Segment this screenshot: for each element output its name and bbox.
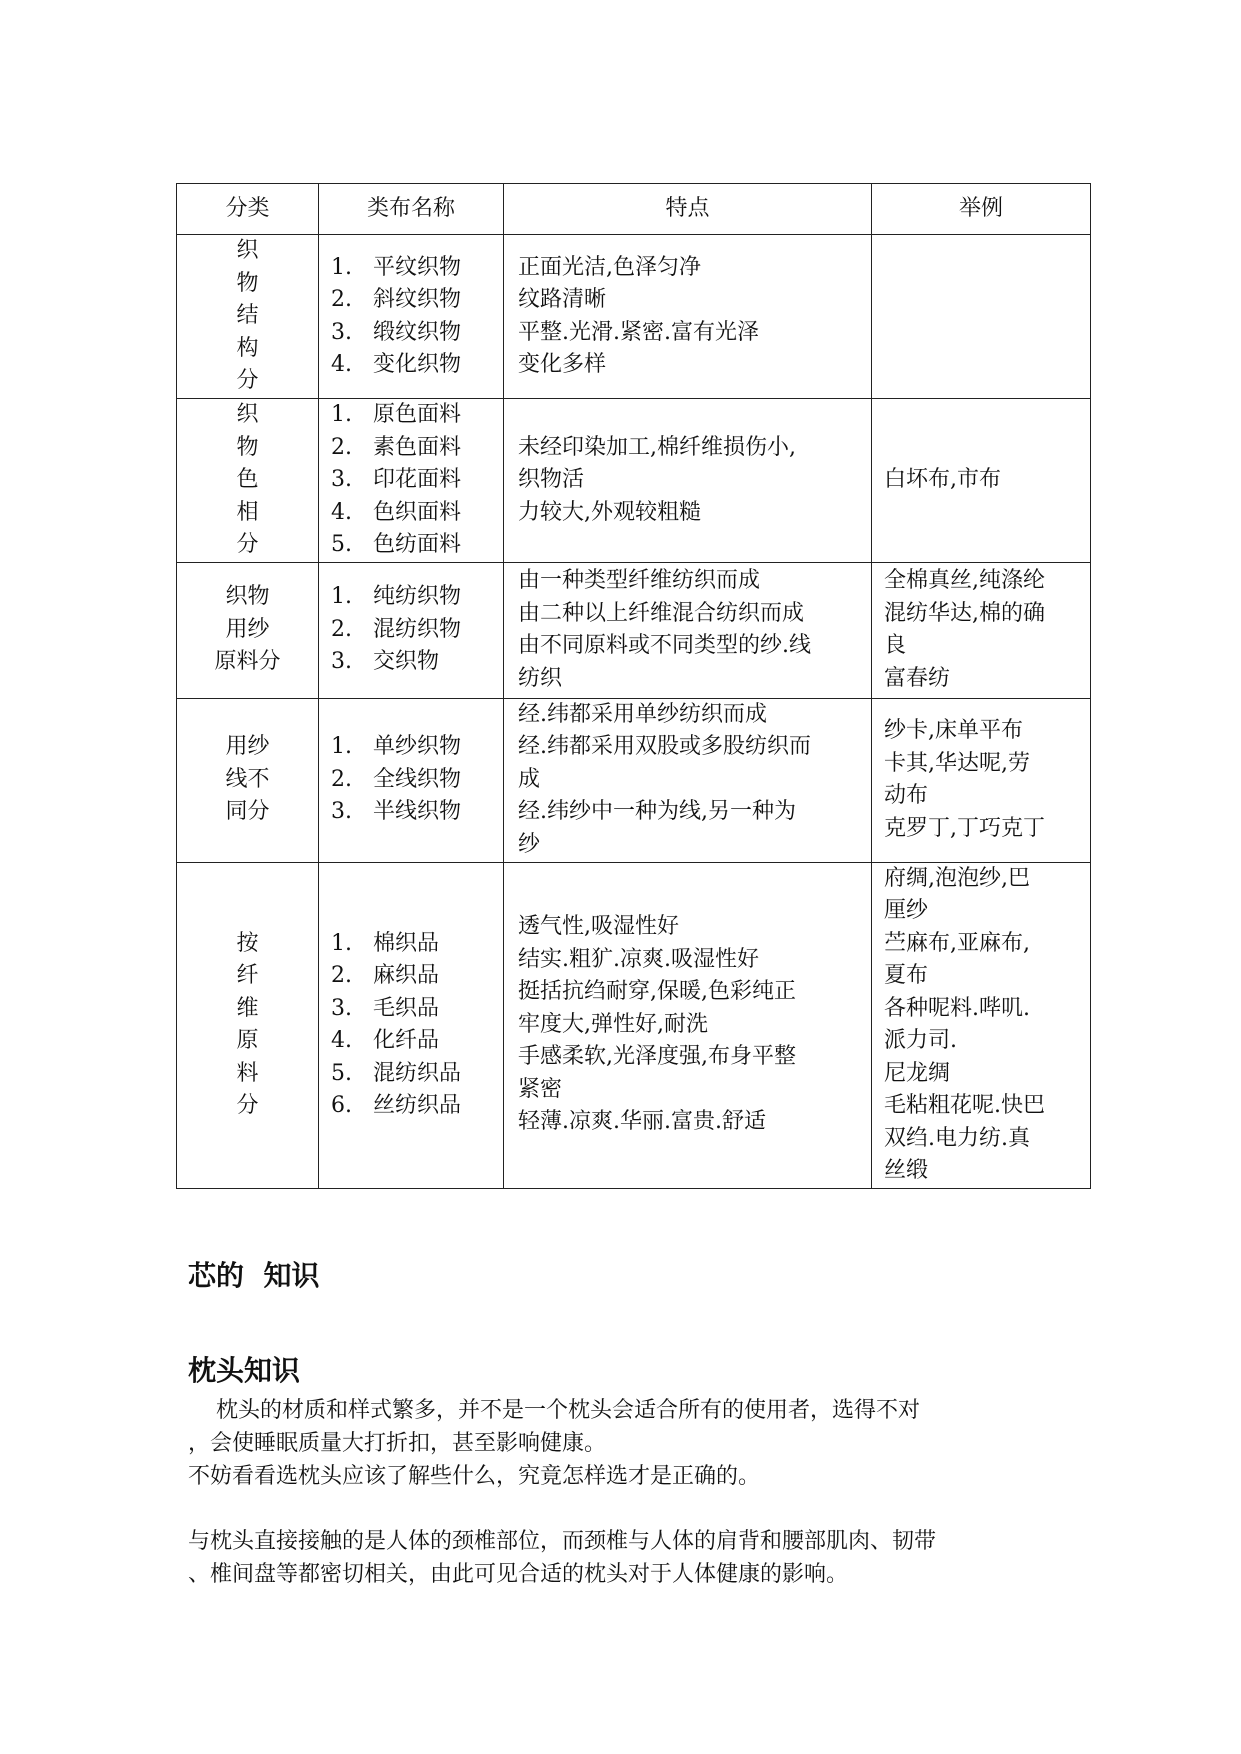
pillow-health-paragraph: 与枕头直接接触的是人体的颈椎部位，而颈椎与人体的肩背和腰部肌肉、韧带 、椎间盘等都密切相关，由此可见合适的枕头对于人体健康的影响。 xyxy=(188,1529,937,1587)
list-item: 6. 丝纺织品 xyxy=(331,1093,462,1118)
table-row xyxy=(177,399,1091,563)
list-item: 4. 色织面料 xyxy=(331,499,462,525)
list-item: 1. 纯纺织物 xyxy=(331,584,462,610)
category-cell: 用纱 线不 同分 xyxy=(177,698,319,862)
list-item: 3. 半线织物 xyxy=(331,799,462,825)
examples-cell: 府绸,泡泡纱,巴 厘纱 苎麻布,亚麻布, 夏布 各种呢料.哔叽. 派力司. 尼龙绸 毛粘粗花呢.快巴 双绉.电力纺.真 丝缎 xyxy=(872,862,1091,1188)
fabric-names-cell xyxy=(319,235,504,399)
examples-cell xyxy=(872,235,1091,399)
list-item: 4. 变化织物 xyxy=(331,352,462,377)
table-row xyxy=(177,862,1091,1188)
features-cell: 正面光洁,色泽匀净 纹路清晰 平整.光滑.紧密.富有光泽 变化多样 xyxy=(504,235,872,399)
list-item: 2. 全线织物 xyxy=(331,766,462,792)
header-fabric-name: 类布名称 xyxy=(319,184,504,235)
table-row xyxy=(177,562,1091,698)
examples-cell: 纱卡,床单平布 卡其,华达呢,劳 动布 克罗丁,丁巧克丁 xyxy=(872,698,1091,862)
list-item: 5. 混纺织品 xyxy=(331,1060,462,1086)
features-cell: 由一种类型纤维纺织而成 由二种以上纤维混合纺织而成 由不同原料或不同类型的纱.线 纺织 xyxy=(504,562,872,698)
list-item: 2. 素色面料 xyxy=(331,434,462,460)
header-features: 特点 xyxy=(504,184,872,235)
examples-cell: 全棉真丝,纯涤纶 混纺华达,棉的确 良 富春纺 xyxy=(872,562,1091,698)
pillow-intro-paragraph: 枕头的材质和样式繁多，并不是一个枕头会适合所有的使用者，选得不对 ，会使睡眠质量大打折扣，甚至影响健康。 不妨看看选枕头应该了解些什么，究竟怎样选才是正确的。 xyxy=(188,1398,920,1489)
list-item: 1. 棉织品 xyxy=(331,930,440,956)
category-cell: 按 纤 维 原 料 分 xyxy=(177,862,319,1188)
features-cell: 透气性,吸湿性好 结实.粗犷.凉爽.吸湿性好 挺括抗绉耐穿,保暖,色彩纯正 牢度大,弹性好,耐洗 手感柔软,光泽度强,布身平整 紧密 轻薄.凉爽.华丽.富贵.舒适 xyxy=(504,862,872,1188)
category-cell: 织物 用纱 原料分 xyxy=(177,562,319,698)
list-item: 3. 交织物 xyxy=(331,649,440,675)
table-row xyxy=(177,698,1091,862)
fabric-names-cell xyxy=(319,862,504,1188)
list-item: 5. 色纺面料 xyxy=(331,532,462,557)
list-item: 2. 混纺织物 xyxy=(331,616,462,642)
core-knowledge-heading: 芯的 知识 xyxy=(188,1259,320,1292)
list-item: 2. 麻织品 xyxy=(331,963,440,988)
table-row xyxy=(177,235,1091,399)
list-item: 3. 印花面料 xyxy=(331,467,462,492)
table-header-row xyxy=(177,184,1091,235)
fabric-names-cell xyxy=(319,698,504,862)
fabric-names-cell xyxy=(319,562,504,698)
fabric-classification-table xyxy=(176,183,1091,1189)
examples-cell: 白坏布,市布 xyxy=(872,399,1091,563)
pillow-knowledge-heading: 枕头知识 xyxy=(188,1354,301,1387)
header-category: 分类 xyxy=(177,184,319,235)
header-examples: 举例 xyxy=(872,184,1091,235)
list-item: 2. 斜纹织物 xyxy=(331,287,462,312)
fabric-names-cell xyxy=(319,399,504,563)
list-item: 3. 毛织品 xyxy=(331,995,440,1021)
list-item: 4. 化纤品 xyxy=(331,1028,440,1053)
list-item: 1. 单纱织物 xyxy=(331,734,462,760)
category-cell: 织 物 色 相 分 xyxy=(177,399,319,563)
list-item: 3. 缎纹织物 xyxy=(331,319,462,345)
list-item: 1. 平纹织物 xyxy=(331,254,462,280)
category-cell: 织 物 结 构 分 xyxy=(177,235,319,399)
features-cell: 未经印染加工,棉纤维损伤小, 织物活 力较大,外观较粗糙 xyxy=(504,399,872,563)
features-cell: 经.纬都采用单纱纺织而成 经.纬都采用双股或多股纺织而 成 经.纬纱中一种为线,另一种为 纱 xyxy=(504,698,872,862)
list-item: 1. 原色面料 xyxy=(331,402,462,427)
